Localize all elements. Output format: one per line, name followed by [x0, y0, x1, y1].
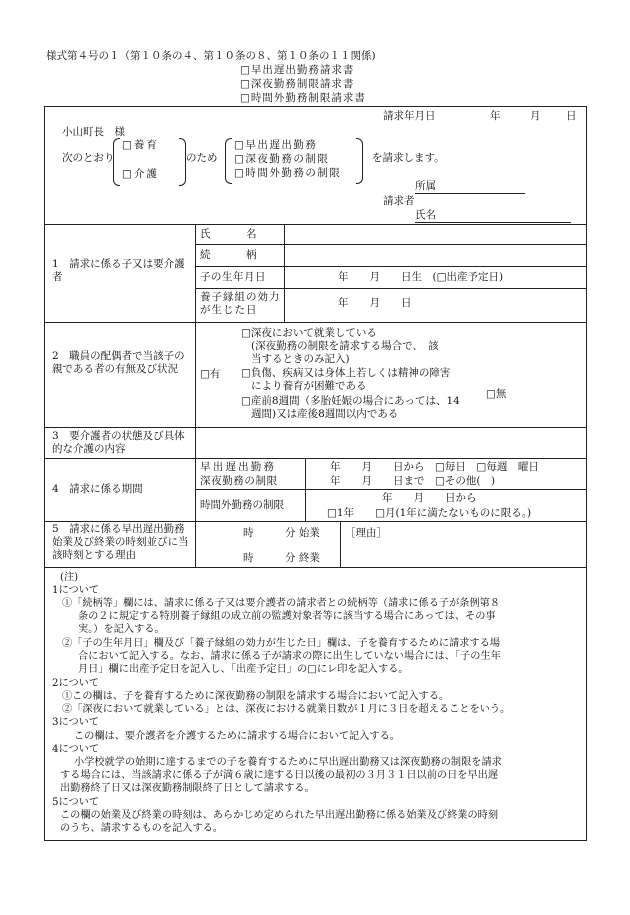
sec1-birth-value[interactable]: 年 月 日生 (□出産予定日) — [338, 271, 504, 283]
form-number: 様式第４号の１（第１０条の４、第１０条の８、第１０条の１１関係) — [46, 50, 376, 62]
note2-head: 2について — [52, 678, 100, 689]
note4-head: 4について — [52, 744, 100, 755]
sec1-label: 1 請求に係る子又は要介護者 — [52, 258, 185, 284]
note5-1b: のうち、請求するものを記入する。 — [60, 823, 223, 834]
request-overtime-checkbox[interactable]: □時間外勤務の制限 — [234, 167, 342, 179]
sec2-item-night-note2: 当するときのみ記入) — [251, 353, 350, 365]
sec1-name-label: 氏 名 — [200, 228, 258, 240]
note5-head: 5について — [52, 797, 100, 808]
sec4-early-late-label: 早出遅出勤務 — [200, 461, 277, 473]
sec5-end-time[interactable]: 時 分 終業 — [243, 552, 320, 564]
title-night[interactable]: □深夜勤務制限請求書 — [240, 78, 355, 90]
sec2-label: 2 職員の配偶者で当該子の親である者の有無及び状況 — [52, 350, 185, 376]
request-month: 月 — [530, 110, 541, 122]
sec1-adoption-label: 養子縁組の効力が生じた日 — [200, 291, 281, 317]
sec4-label: 4 請求に係る期間 — [52, 483, 143, 495]
sec2-item-night-work[interactable]: □深夜において就業している — [241, 327, 377, 339]
note4-1b: する場合には、当該請求に係る子が満６歳に達する日以後の最初の３月３１日以前の日を早出遅 — [60, 770, 499, 781]
note5-1: この欄の始業及び終業の時刻は、あらかじめ定められた早出遅出勤務に係る始業及び終業の時刻 — [60, 810, 499, 821]
sec4-overtime-value1[interactable]: 年 月 日から — [382, 492, 477, 504]
requester-label: 請求者 — [383, 195, 415, 207]
affiliation-field[interactable] — [415, 180, 525, 194]
request-day: 日 — [566, 110, 577, 122]
note2-2: ②「深夜において就業している」とは、深夜における就業日数が１月に３日を超えることをいう。 — [62, 704, 511, 715]
sec2-yes-checkbox[interactable]: □有 — [200, 368, 221, 380]
sec4-row2-value[interactable]: 年 月 日まで □その他( ) — [330, 475, 496, 487]
reason-bracket-right — [179, 138, 186, 186]
title-overtime[interactable]: □時間外勤務制限請求書 — [240, 92, 366, 104]
note4-1: 小学校就学の始期に達するまでの子を養育するために早出遅出勤務又は深夜勤務の制限を請求 — [74, 757, 502, 768]
request-night-checkbox[interactable]: □深夜勤務の制限 — [234, 153, 330, 165]
sec4-night-label: 深夜勤務の制限 — [200, 475, 278, 487]
request-bracket-left — [225, 138, 232, 184]
sec2-item-night-note1: (深夜勤務の制限を請求する場合で、 該 — [251, 340, 439, 352]
note1-1b: 条の２に規定する特別養子縁組の成立前の監護対象者等に該当する場合にあっては、その事 — [78, 611, 496, 622]
sec1-adoption-value[interactable]: 年 月 日 — [338, 297, 412, 309]
request-year: 年 — [490, 110, 501, 122]
note1-2: ②「子の生年月日」欄及び「養子縁組の効力が生じた日」欄は、子を養育するために請求する場 — [62, 638, 501, 649]
sec2-item-childbirth[interactable]: □産前8週間（多胎妊娠の場合にあっては、14 — [241, 395, 460, 407]
sec5-start-time[interactable]: 時 分 始業 — [243, 527, 320, 539]
request-date-label: 請求年月日 — [383, 110, 436, 122]
sec5-label: 5 請求に係る早出遅出勤務始業及び終業の時刻並びに当該時刻とする理由 — [52, 523, 189, 561]
for-label: のため — [186, 152, 218, 164]
sec2-item-injury-note: により養育が困難である — [251, 380, 367, 392]
next-prefix: 次のとおり — [62, 152, 115, 164]
request-bracket-right — [356, 138, 363, 184]
addressee: 小山町長 様 — [62, 126, 125, 138]
sec2-item-injury[interactable]: □負傷、疾病又は身体上若しくは精神の障害 — [241, 367, 451, 379]
sec3-label: 3 要介護者の状態及び具体的な介護の内容 — [52, 430, 185, 456]
request-suffix: を請求します。 — [372, 152, 445, 164]
sec4-overtime-label: 時間外勤務の制限 — [200, 499, 284, 511]
note4-1c: 出勤務終了日又は深夜勤務制限終了日として請求する。 — [60, 783, 315, 794]
sec4-overtime-value2[interactable]: □1年 □月(1年に満たないものに限る。) — [327, 507, 532, 519]
request-early-late-checkbox[interactable]: □早出遅出勤務 — [234, 139, 318, 151]
name-label: 氏名 — [415, 209, 436, 221]
name-field[interactable] — [415, 209, 571, 223]
notes-title: (注) — [60, 572, 79, 583]
note1-2c: 月日」欄に出産予定日を記入し、「出産予定日」の□にレ印を記入する。 — [78, 664, 409, 675]
sec5-reason-field[interactable] — [341, 540, 585, 567]
reason-nursing-checkbox[interactable]: □介護 — [122, 168, 159, 180]
title-early-late[interactable]: □早出遅出勤務請求書 — [240, 64, 355, 76]
sec1-birth-label: 子の生年月日 — [200, 271, 266, 283]
sec2-item-childbirth-note: 週間)又は産後8週間以内である — [251, 408, 399, 420]
note1-2b: 合において記入する。なお、請求に係る子が請求の際に出生していない場合には、「子の生年 — [78, 651, 501, 662]
note2-1: ①この欄は、子を養育するために深夜勤務の制限を請求する場合において記入する。 — [62, 691, 450, 702]
note1-1c: 実。）を記入する。 — [78, 624, 165, 635]
sec3-content-field[interactable] — [196, 428, 585, 458]
reason-childcare-checkbox[interactable]: □養育 — [122, 139, 159, 151]
note1-head: 1について — [52, 585, 100, 596]
reason-bracket-left — [113, 138, 120, 186]
sec5-reason-label: ［理由］ — [345, 527, 387, 539]
note3-1: この欄は、要介護者を介護するために請求する場合において記入する。 — [74, 731, 400, 742]
note1-1: ①「続柄等」欄には、請求に係る子又は要介護者の請求者との続柄等（請求に係る子が条例第８ — [62, 598, 501, 609]
affiliation-label: 所属 — [415, 180, 436, 192]
sec1-relation-label: 続 柄 — [200, 249, 258, 261]
note3-head: 3について — [52, 717, 100, 728]
sec4-row1-value[interactable]: 年 月 日から □毎日 □毎週 曜日 — [330, 461, 539, 473]
sec2-no-checkbox[interactable]: □無 — [486, 388, 507, 400]
